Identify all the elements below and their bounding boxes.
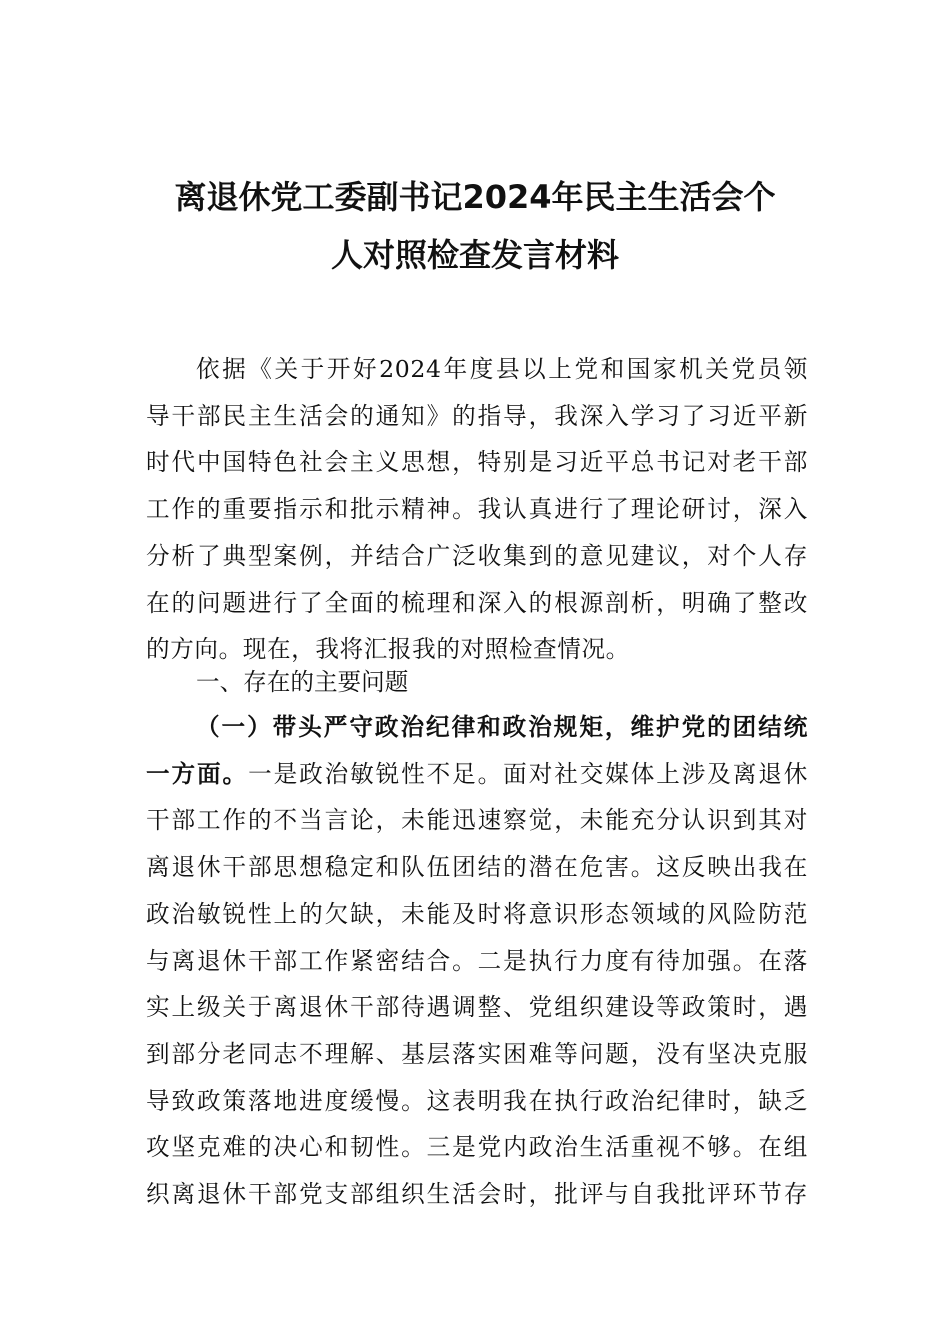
intro-line: 时代中国特色社会主义思想，特别是习近平总书记对老干部 [146,448,808,477]
paragraph-line: 到部分老同志不理解、基层落实困难等问题，没有坚决克服 [146,1039,808,1068]
sub-heading-line: （一）带头严守政治纪律和政治规矩，维护党的团结统 [196,713,808,741]
paragraph-line: 织离退休干部党支部组织生活会时，批评与自我批评环节存 [146,1180,808,1209]
intro-line: 工作的重要指示和批示精神。我认真进行了理论研讨，深入 [146,495,808,524]
paragraph-line: 政治敏锐性上的欠缺，未能及时将意识形态领域的风险防范 [146,899,808,928]
section-heading: 一、存在的主要问题 [196,668,409,696]
intro-paragraph [146,346,808,673]
paragraph-line: 实上级关于离退休干部待遇调整、党组织建设等政策时，遇 [146,993,808,1022]
intro-line: 的方向。现在，我将汇报我的对照检查情况。 [146,635,630,664]
sub-heading-tail: 一方面。 [146,759,249,788]
paragraph-line: 攻坚克难的决心和韧性。三是党内政治生活重视不够。在组 [146,1133,808,1162]
title-line-1: 离退休党工委副书记2024年民主生活会个 [174,178,776,216]
paragraph-line: 干部工作的不当言论，未能迅速察觉，未能充分认识到其对 [146,806,808,835]
title-line-2: 人对照检查发言材料 [330,236,619,274]
sub-section-paragraph [146,704,808,1218]
paragraph-text: 一是政治敏锐性不足。面对社交媒体上涉及离退休 [248,759,809,788]
intro-line: 导干部民主生活会的通知》的指导，我深入学习了习近平新 [146,401,808,430]
document-title [140,168,810,284]
paragraph-line: 导致政策落地进度缓慢。这表明我在执行政治纪律时，缺乏 [146,1086,808,1115]
paragraph-line [146,751,808,798]
intro-line: 分析了典型案例，并结合广泛收集到的意见建议，对个人存 [146,541,808,570]
intro-line: 在的问题进行了全面的梳理和深入的根源剖析，明确了整改 [146,588,808,617]
paragraph-line: 离退休干部思想稳定和队伍团结的潜在危害。这反映出我在 [146,853,808,882]
paragraph-line: 与离退休干部工作紧密结合。二是执行力度有待加强。在落 [146,946,808,975]
intro-line: 依据《关于开好2024年度县以上党和国家机关党员领 [196,355,808,383]
